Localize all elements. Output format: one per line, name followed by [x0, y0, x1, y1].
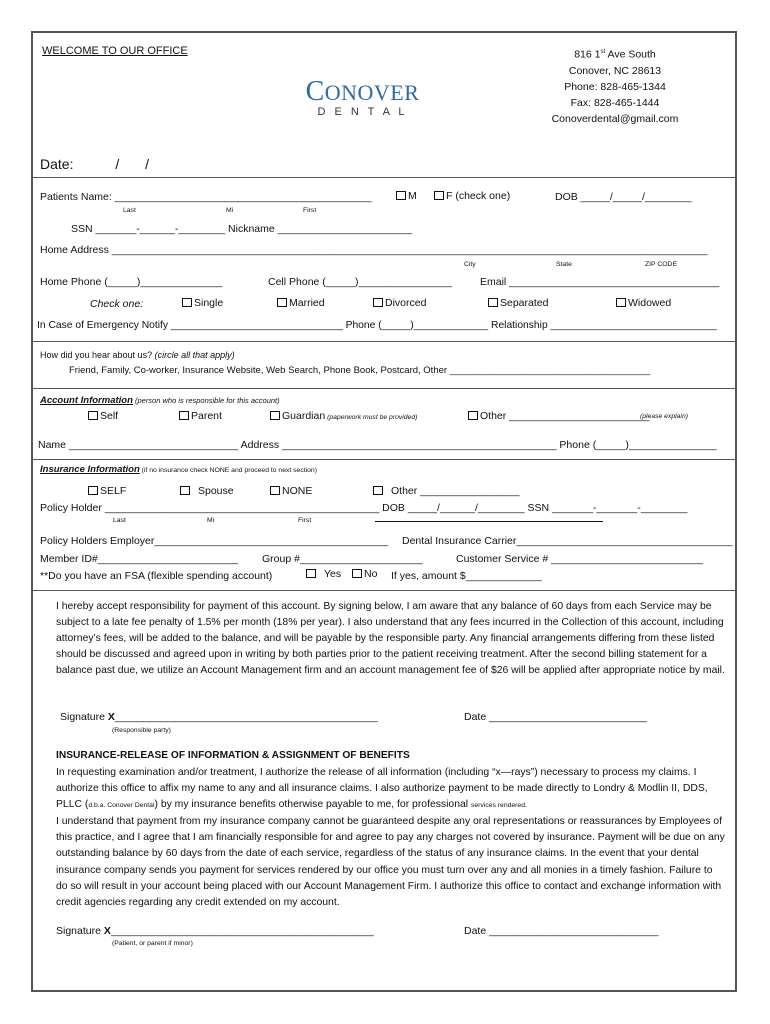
office-address: 816 1st Ave South Conover, NC 28613 Phone: 828-465-1344 Fax: 828-465-1444 Conoverdental@gmail.com [551, 48, 679, 126]
divider [31, 590, 737, 591]
account-other-checkbox[interactable]: Other ________________________ [468, 410, 649, 422]
underline [375, 521, 603, 522]
policy-employer-field[interactable]: Policy Holders Employer________________________________________ [40, 535, 388, 547]
patient-caption: (Patient, or parent if minor) [112, 940, 193, 947]
account-guardian-checkbox[interactable]: Guardian (paperwork must be provided) [270, 410, 417, 422]
divider [31, 341, 737, 342]
separated-checkbox[interactable]: Separated [488, 297, 548, 309]
fsa-question: **Do you have an FSA (flexible spending account) [40, 570, 273, 582]
insurance-section-title: Insurance Information (if no insurance check NONE and proceed to next section) [40, 464, 317, 475]
insurance-other-checkbox[interactable]: Other _________________ [373, 485, 519, 497]
release-paragraph: In requesting examination and/or treatment, I authorize the release of all information (including “x—rays”) necessary to process my claims. I authorize this office to affix my name to any and all insurance claims. I also authorize payment to be made directly to Londry & Modlin II, DDS, PLLC (d.b.a. Conover Dental) by my insurance benefits otherwise payable to me, for professional services rendered. I understand that payment from my insurance company cannot be guaranteed despite any oral representations or reassurances by Employees of this practice, and I agree that I am financially responsible for and agree to pay any charges not covered by insurance. Payment will be due on any outstanding balance by 60 days from the date of each service, regardless of the status of any insurance claims. In the event that your dental insurance company sends you payment for services rendered by our office you must turn over any and all monies in a timely fashion. Failure to do so will result in your account being placed with our Account Management Firm. I authorize this office to contact and exchange information with credit agencies regarding any credit extended on my account. [56, 767, 725, 908]
email-field[interactable]: Email ____________________________________ [480, 276, 720, 288]
policy-holder-field[interactable]: Policy Holder _______________________________________________ DOB _____/______/________ SSN _______-_______-________ [40, 502, 688, 514]
insurance-carrier-field[interactable]: Dental Insurance Carrier_____________________________________ [402, 535, 733, 547]
responsible-party-date-field[interactable]: Date ___________________________ [464, 711, 647, 723]
account-section-title: Account Information (person who is responsible for this account) [40, 395, 280, 406]
dob-field[interactable]: DOB _____/_____/________ [555, 191, 692, 203]
first-caption: First [298, 517, 312, 524]
fsa-no-checkbox[interactable]: No [352, 568, 377, 580]
widowed-checkbox[interactable]: Widowed [616, 297, 671, 309]
responsible-party-caption: (Responsible party) [112, 727, 171, 734]
customer-service-field[interactable]: Customer Service # __________________________ [456, 553, 703, 565]
mi-caption: Mi [207, 517, 215, 524]
welcome-heading: WELCOME TO OUR OFFICE [42, 45, 188, 57]
divider [31, 388, 737, 389]
divorced-checkbox[interactable]: Divorced [373, 297, 426, 309]
state-caption: State [556, 261, 572, 268]
patient-date-field[interactable]: Date _____________________________ [464, 925, 659, 937]
last-caption: Last [113, 517, 126, 524]
patient-signature-field[interactable]: Signature X_____________________________________________ [56, 925, 374, 937]
check-one-label: Check one: [90, 298, 144, 310]
zip-caption: ZIP CODE [645, 261, 677, 268]
divider [31, 177, 737, 178]
last-caption: Last [123, 207, 136, 214]
gender-m-checkbox[interactable]: M [396, 190, 417, 202]
cell-phone-field[interactable]: Cell Phone (_____)________________ [268, 276, 452, 288]
fsa-yes-checkbox[interactable]: Yes [306, 568, 341, 580]
home-phone-field[interactable]: Home Phone (_____)______________ [40, 276, 223, 288]
group-number-field[interactable]: Group #_____________________ [262, 553, 423, 565]
member-id-field[interactable]: Member ID#________________________ [40, 553, 238, 565]
single-checkbox[interactable]: Single [182, 297, 223, 309]
insurance-none-checkbox[interactable]: NONE [270, 485, 312, 497]
married-checkbox[interactable]: Married [277, 297, 325, 309]
please-explain-note: (please explain) [640, 413, 688, 420]
insurance-self-checkbox[interactable]: SELF [88, 485, 126, 497]
city-caption: City [464, 261, 476, 268]
account-self-checkbox[interactable]: Self [88, 410, 118, 422]
insurance-spouse-checkbox[interactable]: Spouse [180, 485, 234, 497]
conover-logo: CONOVER D E N T A L [305, 76, 420, 118]
emergency-contact-field[interactable]: In Case of Emergency Notify ______________________________ Phone (_____)_____________ Relationship _____________________________ [37, 320, 717, 331]
account-name-address-phone-field[interactable]: Name _____________________________ Address _______________________________________________ Phone (_____)_______________ [38, 439, 717, 451]
responsible-party-signature-field[interactable]: Signature X_____________________________________________ [60, 711, 378, 723]
account-parent-checkbox[interactable]: Parent [179, 410, 222, 422]
date-row: Date: / / [40, 156, 150, 172]
hear-about-question: How did you hear about us? (circle all that apply) [40, 350, 235, 360]
fsa-amount-field[interactable]: If yes, amount $_____________ [391, 570, 542, 582]
release-title: INSURANCE-RELEASE OF INFORMATION & ASSIGNMENT OF BENEFITS [56, 750, 410, 761]
hear-about-options[interactable]: Friend, Family, Co-worker, Insurance Website, Web Search, Phone Book, Postcard, Other ______________________________________ [69, 365, 651, 376]
patient-name-field[interactable]: Patients Name: ____________________________________________ [40, 191, 372, 203]
mi-caption: Mi [226, 207, 234, 214]
gender-f-checkbox[interactable]: F (check one) [434, 190, 510, 202]
divider [31, 459, 737, 460]
responsibility-paragraph: I hereby accept responsibility for payment of this account. By signing below, I am aware that any balance of 60 days from each Service may be subject to a late fee penalty of 1.5% per month (18% per year). I also understand that any fees incurred in the Collection of this account, including attorney’s fees, will be added to the balance, and will be payable by the responsible party. Any financial arrangements differing from these listed should be discussed and agreed upon in writing by both parties prior to the patient receiving treatment. After the second billing statement for a balance past due, we utilize an Account Management firm and an account management fee of $26 will be applied after appropriate notice by mail. [56, 601, 725, 677]
first-caption: First [303, 207, 317, 214]
home-address-field[interactable]: Home Address ______________________________________________________________________________________________________ [40, 244, 708, 256]
ssn-nickname-field[interactable]: SSN _______-______-________ Nickname _______________________ [71, 223, 412, 235]
